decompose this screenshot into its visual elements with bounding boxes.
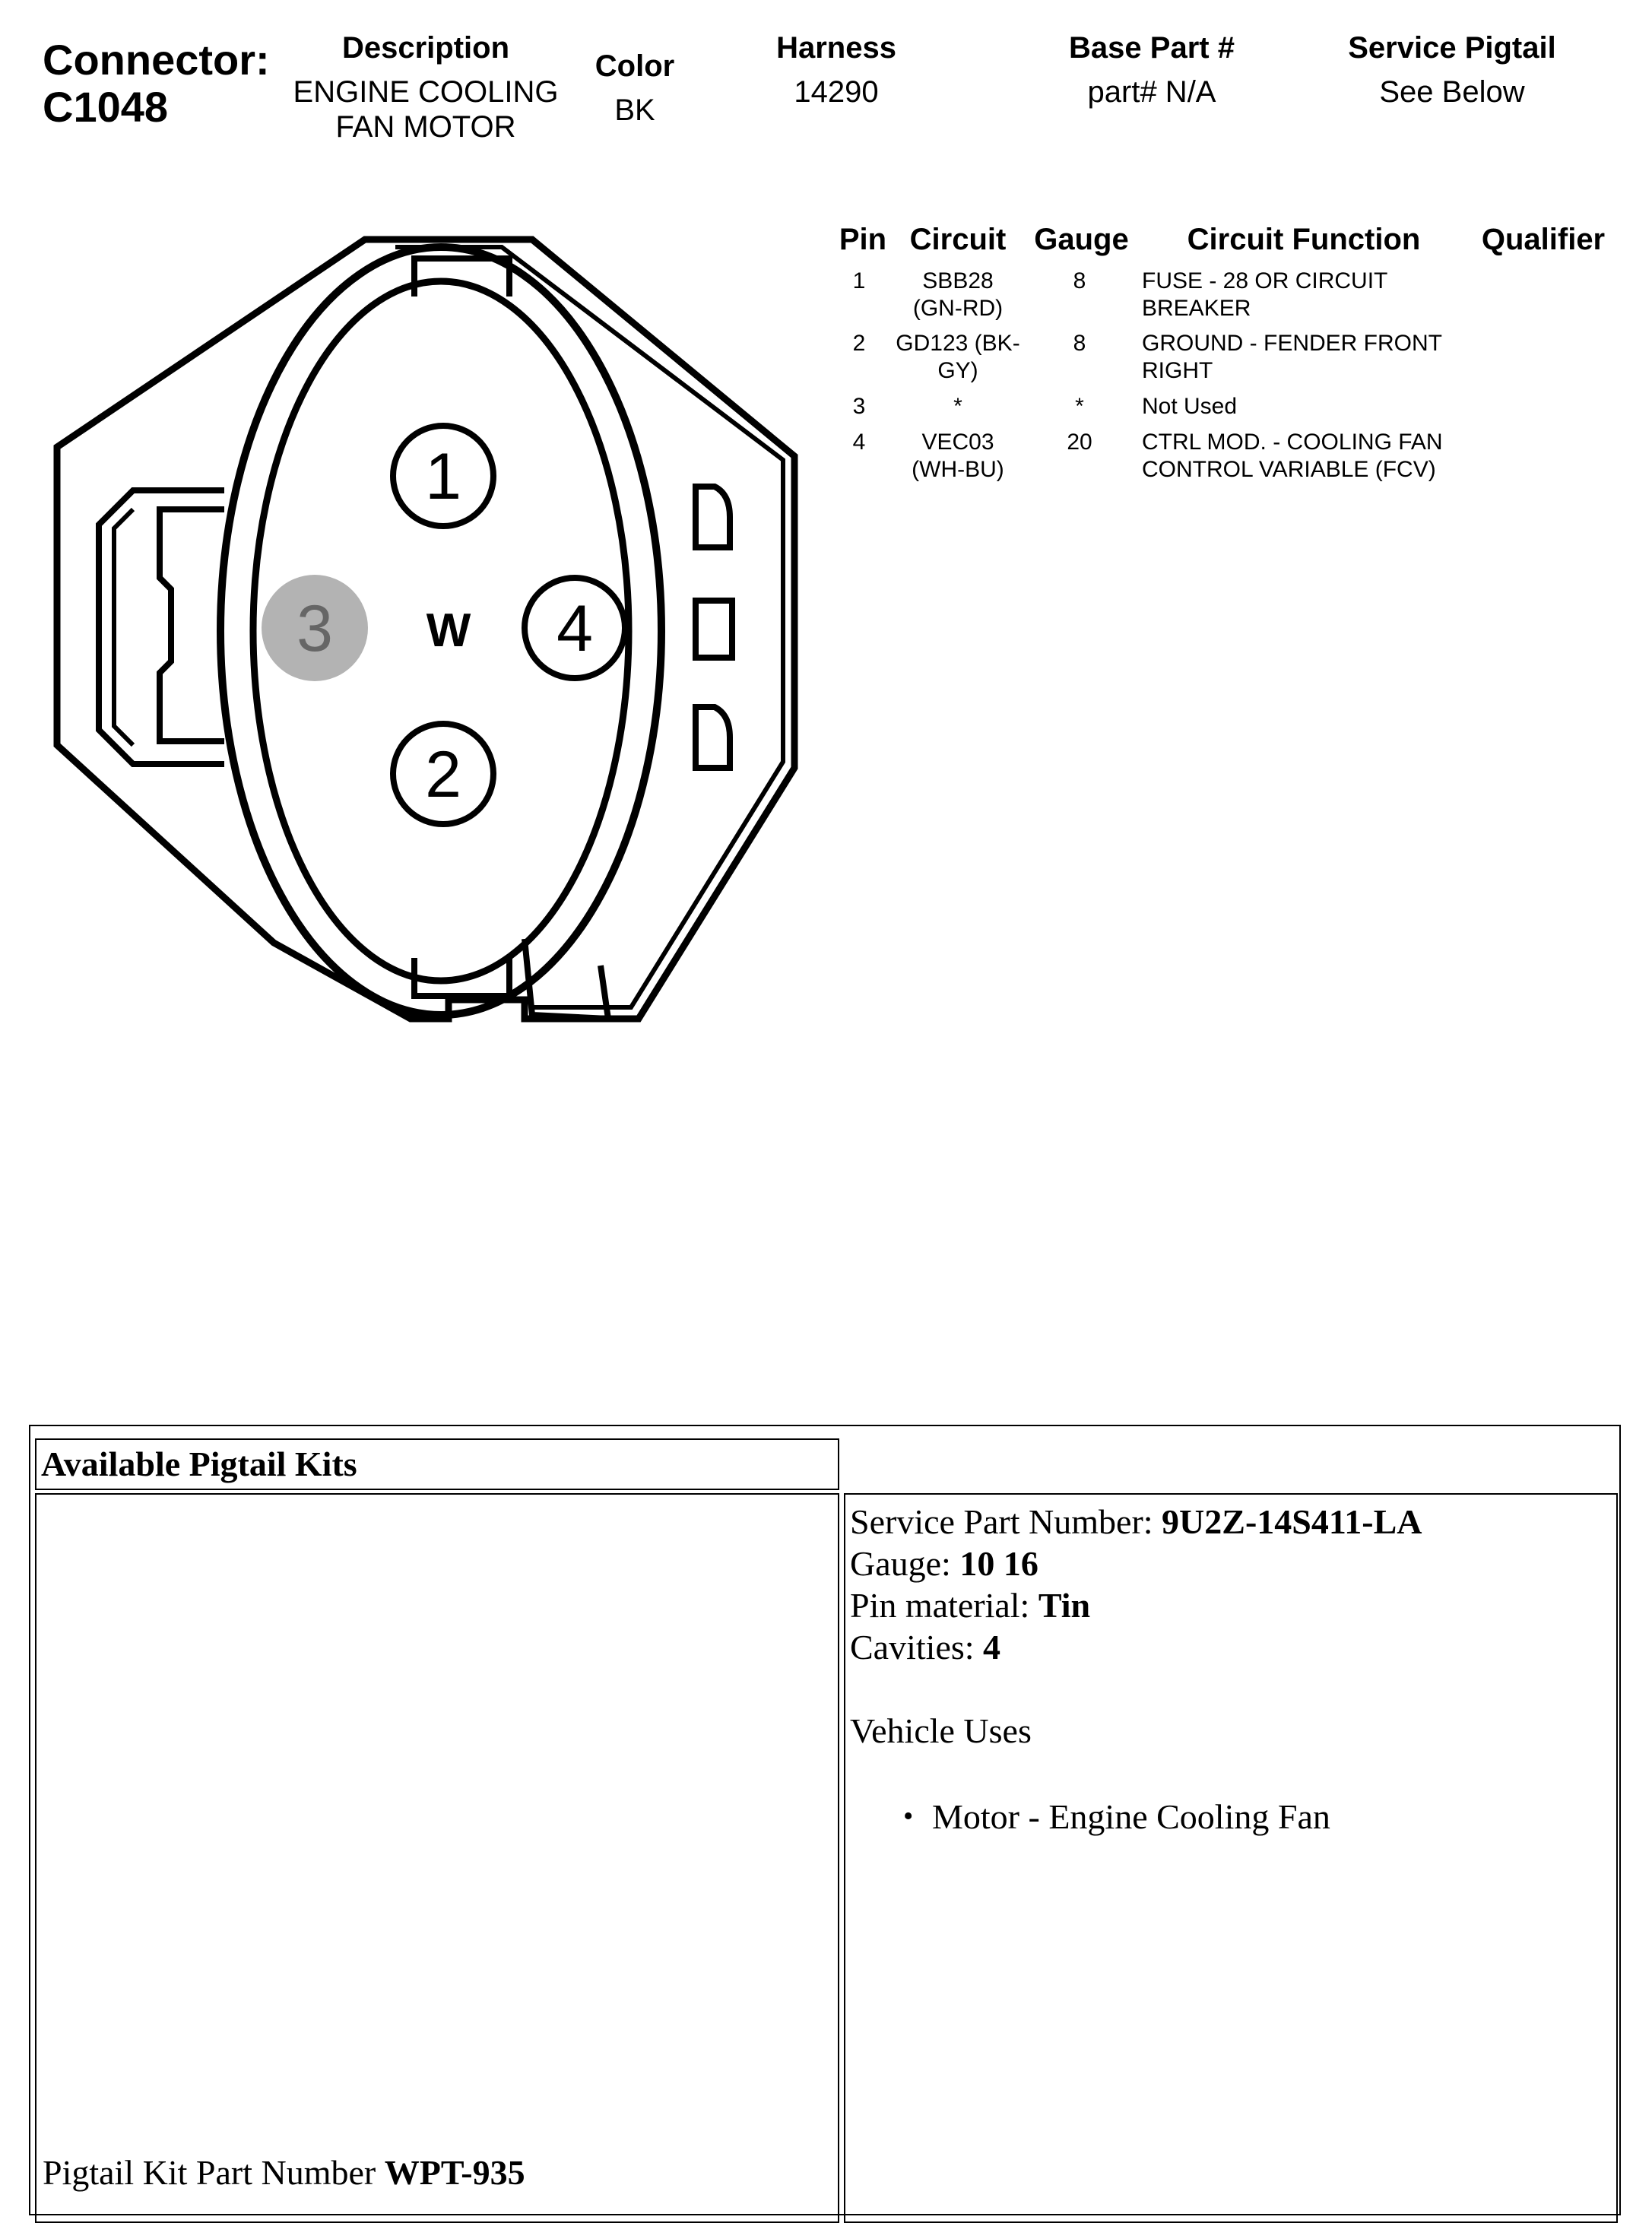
base-part-header: Base Part # [1069, 31, 1235, 65]
row-1-pin: 1 [852, 268, 866, 293]
description-line1: ENGINE COOLING [293, 75, 559, 109]
pigtail-details [850, 1501, 1610, 1838]
row-1-gauge: 8 [1073, 268, 1086, 293]
connector-id: C1048 [43, 83, 169, 131]
row-4-circuit: VEC03 (WH-BU) [912, 430, 1004, 482]
cavity-label-2: 2 [425, 738, 461, 811]
cavity-label-1: 1 [425, 440, 461, 513]
harness-value: 14290 [794, 75, 879, 109]
description-line2: FAN MOTOR [335, 110, 516, 144]
row-4-function: CTRL MOD. - COOLING FAN CONTROL VARIABLE (FCV) [1142, 430, 1443, 482]
row-2-pin: 2 [852, 331, 866, 356]
row-1-function: FUSE - 28 OR CIRCUIT BREAKER [1142, 268, 1388, 321]
top-key-notch [414, 258, 509, 297]
pin-header: Pin [839, 223, 887, 256]
color-value: BK [614, 94, 655, 127]
gauge-header: Gauge [1034, 223, 1129, 256]
pigtail-title-cell [35, 1438, 839, 1490]
color-header: Color [595, 49, 675, 83]
right-peg-bottom [696, 707, 730, 768]
row-3-pin: 3 [852, 394, 866, 419]
description-column [281, 30, 570, 144]
qualifier-header: Qualifier [1481, 223, 1606, 256]
row-4-gauge: 20 [1067, 430, 1092, 455]
row-2-gauge: 8 [1073, 331, 1086, 356]
row-3-gauge: * [1075, 394, 1084, 419]
service-pigtail-header: Service Pigtail [1348, 31, 1556, 65]
row-2-circuit: GD123 (BK- GY) [896, 331, 1020, 383]
description-header: Description [341, 31, 510, 65]
connector-title [43, 36, 270, 131]
circuit-function-header: Circuit Function [1187, 223, 1421, 256]
service-pigtail-column [1323, 30, 1581, 109]
pigtail-details-cell [844, 1493, 1618, 2223]
pigtail-kit-part-number: Pigtail Kit Part Number WPT-935 [43, 2153, 525, 2192]
service-part-number: Service Part Number: 9U2Z-14S411-LA [850, 1502, 1422, 1541]
base-part-value: part# N/A [1087, 75, 1216, 109]
row-1-circuit: SBB28 (GN-RD) [912, 268, 1004, 321]
right-peg-middle [696, 601, 732, 658]
harness-header: Harness [776, 31, 896, 65]
color-column [563, 49, 707, 128]
row-2-function: GROUND - FENDER FRONT RIGHT [1142, 331, 1442, 383]
kit-number-value: WPT-935 [384, 2153, 525, 2192]
cavity-label-3: 3 [296, 592, 333, 665]
gauge-line: Gauge: 10 16 [850, 1544, 1038, 1583]
pigtail-image-cell [35, 1493, 839, 2223]
row-4-pin: 4 [852, 430, 866, 455]
row-3-circuit: * [953, 394, 962, 419]
cavities-line: Cavities: 4 [850, 1628, 1001, 1666]
vehicle-use-item: • Motor - Engine Cooling Fan [903, 1797, 1330, 1836]
harness-column [730, 30, 943, 109]
cavity-label-4: 4 [556, 592, 593, 665]
vehicle-uses-label: Vehicle Uses [850, 1711, 1032, 1750]
service-pigtail-value: See Below [1379, 75, 1525, 109]
base-part-column [1026, 30, 1277, 109]
key-letter: W [426, 604, 471, 657]
circuit-header: Circuit [909, 223, 1007, 256]
left-latch-inner [160, 509, 224, 741]
connector-label: Connector: [43, 36, 270, 84]
pin-material-line: Pin material: Tin [850, 1586, 1091, 1625]
right-peg-top [696, 487, 730, 547]
connector-face-diagram [0, 213, 821, 1057]
row-3-function: Not Used [1142, 394, 1238, 419]
pigtail-title: Available Pigtail Kits [41, 1444, 357, 1483]
bullet-icon: • [903, 1800, 914, 1832]
